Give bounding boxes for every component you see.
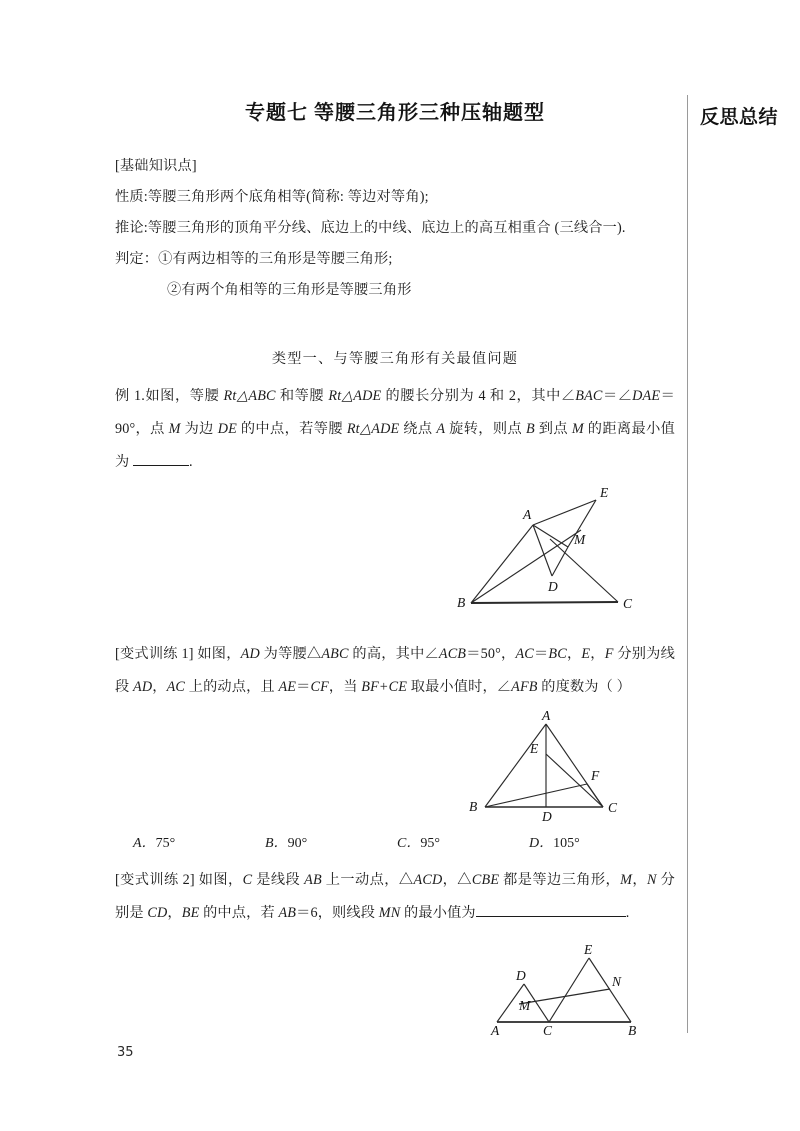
text-run: ＝50°， <box>466 646 516 662</box>
figure-label-D: D <box>516 968 526 983</box>
choice-b[interactable] <box>265 832 397 852</box>
text-run: ＝ <box>533 646 549 662</box>
text-run: [变式训练 1] 如图， <box>115 646 241 662</box>
figure-variation-1 <box>463 710 675 822</box>
text-run: 的腰长分别为 4 和 2，其中∠ <box>381 388 576 404</box>
text-run: ACB <box>438 646 467 662</box>
text-run: . <box>189 454 193 470</box>
answer-blank <box>476 916 626 917</box>
text-run: AD <box>240 646 260 662</box>
figure-example-1-svg <box>455 487 670 612</box>
spacer <box>115 368 675 380</box>
text-run: 旋转，则点 <box>445 421 526 437</box>
figure-label-N: N <box>612 974 622 989</box>
text-run: 的距离最小值为 <box>115 421 675 470</box>
choice-value: 95° <box>420 836 440 851</box>
page-number: 35 <box>117 1045 134 1060</box>
basics-property: 性质:等腰三角形两个底角相等(简称: 等边对等角); <box>115 189 429 205</box>
choice-a[interactable] <box>133 832 265 852</box>
text-run: DE <box>217 421 237 437</box>
text-run: Rt△ADE <box>328 388 382 404</box>
choice-d[interactable] <box>529 832 661 852</box>
choice-key: D． <box>529 836 554 851</box>
text-run: 到点 <box>534 421 572 437</box>
answer-blank <box>133 465 189 466</box>
text-run: 取最小值时，∠ <box>407 679 512 695</box>
text-run: 分别为线 <box>613 646 675 662</box>
column-divider <box>687 95 688 1033</box>
figure-label-A: A <box>523 507 532 522</box>
text-run: ＝ <box>296 679 311 695</box>
spacer <box>115 612 675 638</box>
document-content <box>115 96 675 1038</box>
text-run: 绕点 <box>399 421 437 437</box>
text-run: ，△ <box>442 872 472 888</box>
text-run: 的中点，若等腰 <box>236 421 347 437</box>
text-run: ＝6，则线段 <box>296 905 379 921</box>
text-run: Rt△ADE <box>346 421 400 437</box>
figure-label-E: E <box>530 741 539 756</box>
text-run: 都是等边三角形， <box>499 872 621 888</box>
text-run: ， <box>167 905 182 921</box>
text-run: BC <box>548 646 567 662</box>
figure-label-F: F <box>591 768 600 783</box>
side-column-title: 反思总结 <box>700 106 779 128</box>
text-run: A <box>436 421 446 437</box>
text-run: ， <box>152 679 167 695</box>
choice-key: A． <box>133 836 156 851</box>
figure-label-D: D <box>542 809 552 822</box>
text-run: F <box>604 646 614 662</box>
choice-value: 105° <box>553 836 580 851</box>
text-run: Rt△ABC <box>223 388 276 404</box>
basics-criterion-2: ②有两个角相等的三角形是等腰三角形 <box>167 282 412 298</box>
text-run: ，当 <box>328 679 362 695</box>
text-run: ， <box>590 646 605 662</box>
figure-label-E: E <box>600 487 609 500</box>
figure-label-B: B <box>628 1023 637 1038</box>
figure-label-B: B <box>457 595 466 610</box>
variation-1-choices <box>115 832 675 852</box>
figure-label-M: M <box>519 998 531 1013</box>
spacer <box>115 852 675 864</box>
text-run: 的高，其中∠ <box>348 646 439 662</box>
figure-label-B: B <box>469 799 478 814</box>
text-run: 和等腰 <box>275 388 329 404</box>
text-run: 例 1.如图，等腰 <box>115 388 224 404</box>
text-run: AFB <box>511 679 538 695</box>
figure-label-A: A <box>542 710 551 723</box>
variation-1-text <box>115 638 675 704</box>
text-run: AB <box>304 872 322 888</box>
text-run: 的最小值为 <box>400 905 476 921</box>
type-one-heading: 类型一、与等腰三角形有关最值问题 <box>271 351 519 367</box>
text-run: AC <box>515 646 534 662</box>
text-run: ＝90°， <box>115 388 675 437</box>
text-run: ＝∠ <box>602 388 633 404</box>
example-1-text <box>115 380 675 479</box>
text-run: 的度数为（ ） <box>537 679 631 695</box>
text-run: [变式训练 2] 如图， <box>115 872 243 888</box>
figure-variation-2 <box>483 938 675 1038</box>
figure-label-E: E <box>584 942 593 957</box>
choice-key: B． <box>265 836 288 851</box>
text-run: DAE <box>632 388 661 404</box>
figure-label-A: A <box>491 1023 500 1038</box>
text-run: BF+CE <box>361 679 408 695</box>
text-run: M <box>571 421 584 437</box>
text-run: AC <box>166 679 186 695</box>
text-run: 为等腰△ <box>259 646 322 662</box>
text-run: B <box>525 421 535 437</box>
text-run: . <box>625 905 630 921</box>
text-run: ， <box>632 872 648 888</box>
text-run: AD <box>133 679 153 695</box>
text-run: 是 <box>129 905 148 921</box>
text-run: ABC <box>321 646 349 662</box>
text-run: E <box>581 646 591 662</box>
figure-variation-1-svg <box>463 710 643 822</box>
text-run: BAC <box>575 388 603 404</box>
basics-corollary: 推论:等腰三角形的顶角平分线、底边上的中线、底边上的高互相重合 (三线合一). <box>115 220 626 236</box>
text-run: AE <box>278 679 297 695</box>
choice-key: C． <box>397 836 421 851</box>
text-run: N <box>647 872 657 888</box>
text-run: CBE <box>471 872 500 888</box>
text-run: 为边 <box>180 421 218 437</box>
text-run: MN <box>378 905 401 921</box>
text-run: C <box>242 872 253 888</box>
text-run: M <box>620 872 633 888</box>
text-run: 上的动点，且 <box>185 679 279 695</box>
figure-label-M: M <box>574 532 586 547</box>
text-run: M <box>168 421 181 437</box>
text-run: BE <box>181 905 200 921</box>
choice-value: 75° <box>155 836 176 851</box>
figure-example-1 <box>455 487 675 612</box>
figure-label-D: D <box>548 579 558 594</box>
text-run: 分别 <box>115 872 675 921</box>
text-run: 的中点，若 <box>199 905 279 921</box>
basics-criterion-1: 判定：①有两边相等的三角形是等腰三角形; <box>115 251 393 267</box>
text-run: 是线段 <box>252 872 305 888</box>
text-run: 段 <box>115 679 134 695</box>
variation-2-text <box>115 864 675 930</box>
text-run: CF <box>310 679 329 695</box>
text-run: ACD <box>413 872 443 888</box>
figure-label-C: C <box>623 596 633 611</box>
text-run: ， <box>566 646 582 662</box>
choice-c[interactable] <box>397 832 529 852</box>
text-run: CD <box>147 905 168 921</box>
text-run: AB <box>278 905 297 921</box>
figure-label-C: C <box>608 800 618 815</box>
basics-heading: [基础知识点] <box>115 158 197 174</box>
text-run: 点 <box>150 421 169 437</box>
page-title: 专题七 等腰三角形三种压轴题型 <box>245 102 545 124</box>
figure-label-C: C <box>543 1023 553 1038</box>
spacer <box>115 306 675 348</box>
figure-variation-2-svg <box>483 938 648 1038</box>
text-run: 上一动点，△ <box>321 872 414 888</box>
choice-value: 90° <box>287 836 308 851</box>
